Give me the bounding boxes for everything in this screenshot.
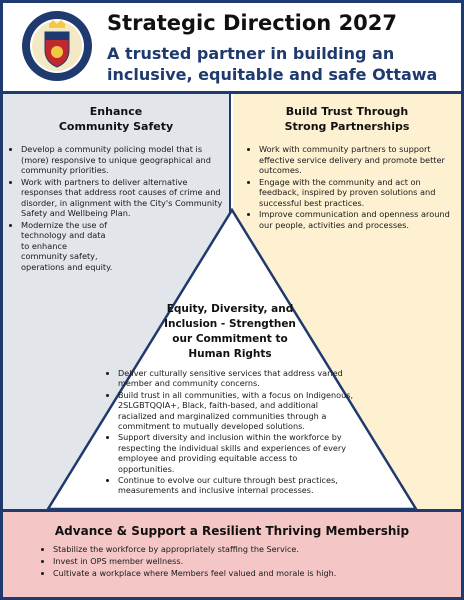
panel-title-line: Build Trust Through — [285, 105, 409, 118]
list-item: • Improve communication and openness around our people, activities and processes. — [259, 209, 455, 230]
panel-title: Advance & Support a Resilient Thriving Membership — [54, 524, 410, 538]
list-item: • Work with partners to deliver alternative responses that address root causes of crime and disorder, in alignment with the City's Community Safety and Wellbeing Plan. — [21, 177, 223, 219]
list-item: • Support diversity and inclusion within the workforce by respecting the individual skills and experiences of every employee and providing equitable access to opportunities. — [118, 432, 355, 474]
page-subtitle: A trusted partner in building an inclusive, equitable and safe Ottawa — [107, 44, 438, 84]
panel-title-line: Community Safety — [58, 120, 174, 133]
list-item: • Continue to evolve our culture through best practices, measurements and inclusive internal processes. — [118, 475, 355, 496]
center-title-line: Human Rights — [188, 348, 272, 360]
page-title: Strategic Direction 2027 — [107, 11, 398, 35]
panel-title-line: Enhance — [89, 105, 143, 118]
center-title-line: our Commitment to — [172, 333, 288, 345]
list-item: • Build trust in all communities, with a focus on Indigenous, 2SLGBTQQIA+, Black, faith-based, and additional racialized and marginalized communities through a commitment to mutually developed solutions. — [118, 390, 355, 432]
center-title-line: Inclusion - Strengthen — [164, 318, 296, 330]
list-item: • Stabilize the workforce by appropriately staffing the Service. — [53, 544, 461, 555]
list-item: • Work with community partners to support effective service delivery and promote better outcomes. — [259, 144, 455, 176]
list-item: • Cultivate a workplace where Members feel valued and morale is high. — [53, 568, 461, 579]
panel-title-line: Strong Partnerships — [284, 120, 410, 133]
list-item: • Engage with the community and act on feedback, inspired by proven solutions and successful best practices. — [259, 177, 455, 209]
list-item: • Deliver culturally sensitive services that address varied member and community concerns. — [118, 368, 355, 389]
center-title-line: Equity, Diversity, and — [166, 303, 294, 315]
list-item: • Modernize the use of technology and data to enhance community safety, operations and equity. — [21, 220, 223, 273]
list-item: • Develop a community policing model that is (more) responsive to unique geographical and community priorities. — [21, 144, 223, 176]
list-item: • Invest in OPS member wellness. — [53, 556, 461, 567]
